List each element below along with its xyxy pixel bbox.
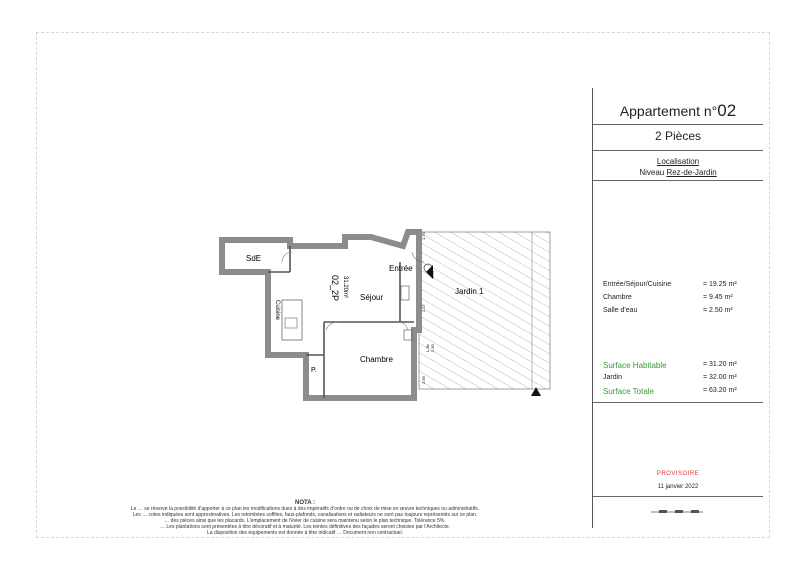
pieces-count: 2 Pièces: [654, 129, 702, 143]
localisation-label: Localisation: [656, 157, 700, 166]
label-entree: Entrée: [389, 264, 413, 273]
nota-block: [110, 500, 500, 536]
jardin-area: [419, 232, 550, 389]
nota-heading: NOTA :: [295, 500, 315, 506]
lot-area: 31.20m²: [342, 276, 348, 299]
divider: [593, 496, 763, 497]
niveau-value: Rez-de-Jardin: [666, 168, 717, 177]
nota-line: … des pièces ainsi que les placards. L'emplacement de l'évier de cuisine sera maintenu selon le plan technique. Tolérance 5%.: [164, 518, 446, 524]
label-cuisine: Cuisine: [274, 300, 280, 321]
label-placard: P.: [311, 367, 317, 374]
divider: [593, 402, 763, 403]
room-row: Chambre = 9.45 m²: [603, 294, 733, 301]
apartment-number: 02: [717, 101, 737, 120]
dim-3: 2.69: [421, 376, 426, 384]
surface-totale: Surface Totale = 63.20 m²: [603, 387, 737, 396]
sheet-date: 11 janvier 2022: [657, 484, 699, 490]
dim-4: L.3b: [425, 344, 430, 352]
label-sejour: Séjour: [360, 293, 384, 302]
scale-bar: [593, 504, 763, 524]
dim-6: 2.50: [430, 344, 435, 352]
apartment-title: Appartement n°02: [619, 101, 737, 120]
nota-line: La disposition des équipements est donnée à titre indicatif … Document non contractuel.: [207, 530, 403, 536]
room-row: Entrée/Séjour/Cuisine = 19.25 m²: [603, 281, 737, 288]
localisation: [593, 156, 763, 178]
dim-2: 2.27: [421, 304, 426, 312]
label-chambre: Chambre: [360, 355, 393, 364]
divider: [593, 150, 763, 151]
divider: [593, 180, 763, 181]
divider: [593, 124, 763, 125]
dim-5: 2.37: [430, 270, 435, 278]
lot-code: 02_2P: [330, 275, 340, 302]
label-jardin: Jardin 1: [455, 287, 484, 296]
jardin-row: Jardin = 32.00 m²: [603, 374, 737, 381]
niveau-prefix: Niveau: [639, 168, 667, 177]
nota-line: Les … cotes indiquées sont approximatives. Les retombées soffites, faux-plafonds, canalisations et radiateurs ne sont pas toujours représentés sur ce plan.: [132, 512, 478, 518]
label-sde: SdE: [246, 254, 262, 263]
surface-habitable: Surface Habitable = 31.20 m²: [603, 361, 737, 370]
nota-line: Le … se réserve la possibilité d'apporter à ce plan les modifications dues à des impératifs d'ordre ou de choix de mise en œuvre techniques ou administratifs.: [130, 506, 480, 512]
dim-1: 1.75: [421, 232, 426, 240]
room-row: Salle d'eau = 2.50 m²: [603, 307, 733, 314]
nota-line: … Les plantations sont présentées à titre décoratif et à maturité. Les teintes définitives des façades seront choisies par l'Architecte.: [160, 524, 450, 530]
info-panel: [592, 88, 763, 528]
status-label: PROVISOIRE: [656, 471, 700, 477]
